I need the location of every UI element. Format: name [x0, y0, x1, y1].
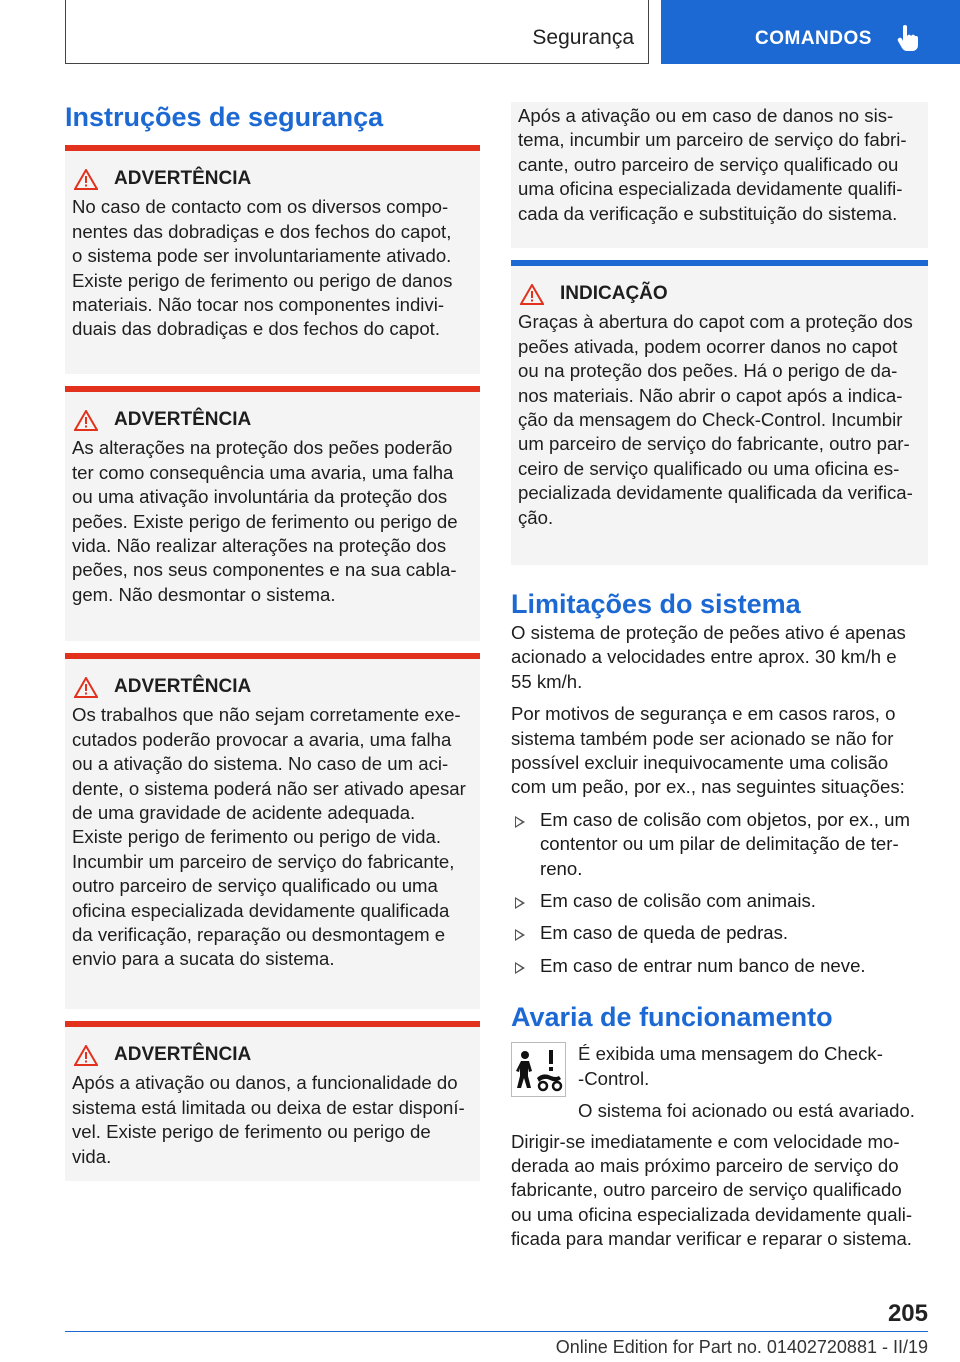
warning-text-line: As alterações na proteção dos peões poderão — [72, 437, 453, 459]
warning-title: ADVERTÊNCIA — [72, 408, 473, 432]
warning-text-line: Existe perigo de ferimento ou perigo de vida. — [72, 826, 441, 848]
warning-text-line: cutados poderão provocar a avaria, uma falha — [72, 728, 452, 750]
edition-text: Online Edition for Part no. 01402720881 - II/19 — [555, 1337, 928, 1357]
warning-text-line: cante, outro parceiro de serviço qualificado ou — [518, 153, 899, 175]
warning-text-line: outro parceiro de serviço qualificado ou uma — [72, 875, 438, 897]
warning-text-line: envio para a sucata do sistema. — [72, 948, 335, 970]
warning-text-line: da verificação, reparação ou desmontagem e — [72, 924, 446, 946]
warning-box-continued — [511, 102, 928, 248]
malfunction-paragraph: Dirigir-se imediatamente e com velocidade mo- derada ao mais próximo parceiro de serviço do fabricante, outro parceiro de serviço qualificado ou uma oficina especializada devidamente quali- ficada para mandar verificar e reparar o sistema. — [511, 1130, 913, 1250]
note-text-line: pecializada devidamente qualificada da verifica- — [518, 482, 913, 504]
note-title: INDICAÇÃO — [518, 282, 921, 306]
warning-text-line: dente, o sistema poderá não ser ativado apesar — [72, 777, 466, 799]
note-text-line: um parceiro de serviço do fabricante, outro par- — [518, 433, 910, 455]
pedestrian-protection-warning-icon — [511, 1042, 566, 1097]
limits-paragraph-1: O sistema de proteção de peões ativo é apenas acionado a velocidades entre aprox. 30 km/h e 55 km/h. — [511, 622, 906, 692]
warning-text-line: vel. Existe perigo de ferimento ou perigo de — [72, 1121, 431, 1143]
warning-text-line: Após a ativação ou danos, a funcionalidade do — [72, 1072, 458, 1094]
right-column — [511, 102, 928, 1252]
header-chapter-label: COMANDOS — [755, 28, 872, 49]
warning-box-1 — [65, 145, 480, 374]
note-text-line: peões ativada, podem ocorrer danos no capot — [518, 335, 898, 357]
warning-text-line: nentes das dobradiças e dos fechos do capot, — [72, 220, 452, 242]
check-control-message — [511, 1042, 928, 1123]
warning-box-4 — [65, 1021, 480, 1181]
warning-text-line: ou a ativação do sistema. No caso de um aci- — [72, 753, 449, 775]
limits-paragraph-2: Por motivos de segurança e em casos raros, o sistema também pode ser acionado se não for possível excluir inequivocamente uma colisão com um peão, por ex., nas seguintes situações: — [511, 703, 905, 798]
note-text-line: ção. — [518, 506, 554, 528]
bullet-triangle-icon — [515, 962, 525, 974]
warning-text-line: vida. Não realizar alterações na proteção dos — [72, 535, 447, 557]
section-title-safety: Instruções de segurança — [65, 102, 384, 132]
warning-title: ADVERTÊNCIA — [72, 675, 473, 699]
warning-text-line: Incumbir um parceiro de serviço do fabricante, — [72, 850, 455, 872]
note-text-line: ceiro de serviço qualificado ou uma oficina es- — [518, 457, 900, 479]
warning-text-line: materiais. Não tocar nos componentes indivi- — [72, 294, 445, 316]
note-text-line: Graças à abertura do capot com a proteção dos — [518, 311, 913, 333]
warning-text-line: cada da verificação e substituição do sistema. — [518, 202, 898, 224]
warning-box-3 — [65, 653, 480, 1009]
warning-text-line: Após a ativação ou em caso de danos no sis- — [518, 105, 894, 126]
warning-text-line: peões. Existe perigo de ferimento ou perigo de — [72, 510, 458, 532]
warning-box-2 — [65, 386, 480, 641]
warning-triangle-icon — [74, 410, 98, 431]
warning-text-line: ter como consequência uma avaria, uma falha — [72, 461, 454, 483]
left-column — [65, 100, 480, 1181]
header-section-box — [65, 0, 649, 64]
header-section-title: Segurança — [532, 26, 634, 49]
situations-list — [511, 808, 928, 978]
message-text: É exibida uma mensagem do Check- -Control. O sistema foi acionado ou está avariado. — [578, 1043, 915, 1122]
warning-title: ADVERTÊNCIA — [72, 167, 473, 191]
warning-triangle-icon — [74, 1045, 98, 1066]
warning-text-line: duais das dobradiças e dos fechos do capot. — [72, 318, 440, 340]
warning-text-line: peões, nos seus componentes e na sua cabla- — [72, 559, 457, 581]
hand-pointer-icon — [897, 24, 919, 52]
warning-text-line: gem. Não desmontar o sistema. — [72, 583, 336, 605]
list-item: Em caso de colisão com animais. — [511, 889, 928, 913]
warning-text-line: o sistema pode ser involuntariamente ativado. — [72, 245, 452, 267]
warning-triangle-icon — [74, 677, 98, 698]
list-item: Em caso de entrar num banco de neve. — [511, 954, 928, 978]
warning-triangle-icon — [520, 284, 544, 305]
footer-divider — [65, 1331, 928, 1332]
list-item: Em caso de colisão com objetos, por ex., um contentor ou um pilar de delimitação de ter- reno. — [511, 808, 928, 881]
bullet-triangle-icon — [515, 897, 525, 909]
note-text-line: ção da mensagem do Check-Control. Incumbir — [518, 409, 903, 431]
page-number: 205 — [887, 1300, 928, 1327]
bullet-triangle-icon — [515, 929, 525, 941]
note-text-line: nos materiais. Não abrir o capot após a indica- — [518, 384, 903, 406]
warning-text-line: oficina especializada devidamente qualificada — [72, 899, 450, 921]
note-text-line: ou na proteção dos peões. Há o perigo de da- — [518, 360, 898, 382]
section-title-limits: Limitações do sistema — [511, 589, 801, 619]
list-item: Em caso de queda de pedras. — [511, 921, 928, 945]
header-chapter-tab[interactable] — [661, 0, 960, 64]
section-title-malfunction: Avaria de funcionamento — [511, 1002, 833, 1033]
warning-text-line: de uma gravidade de acidente adequada. — [72, 802, 416, 824]
warning-text-line: vida. — [72, 1145, 112, 1167]
warning-text-line: No caso de contacto com os diversos compo- — [72, 196, 449, 218]
warning-title: ADVERTÊNCIA — [72, 1043, 473, 1067]
warning-text-line: sistema está limitada ou deixa de estar disponí- — [72, 1096, 465, 1118]
warning-triangle-icon — [74, 169, 98, 190]
warning-text-line: Existe perigo de ferimento ou perigo de danos — [72, 269, 453, 291]
bullet-triangle-icon — [515, 816, 525, 828]
warning-text-line: Os trabalhos que não sejam corretamente exe- — [72, 704, 461, 726]
warning-text-line: ou uma ativação involuntária da proteção dos — [72, 486, 448, 508]
warning-text-line: tema, incumbir um parceiro de serviço do fabri- — [518, 129, 907, 151]
note-box — [511, 260, 928, 565]
warning-text-line: uma oficina especializada devidamente qualifi- — [518, 178, 903, 200]
